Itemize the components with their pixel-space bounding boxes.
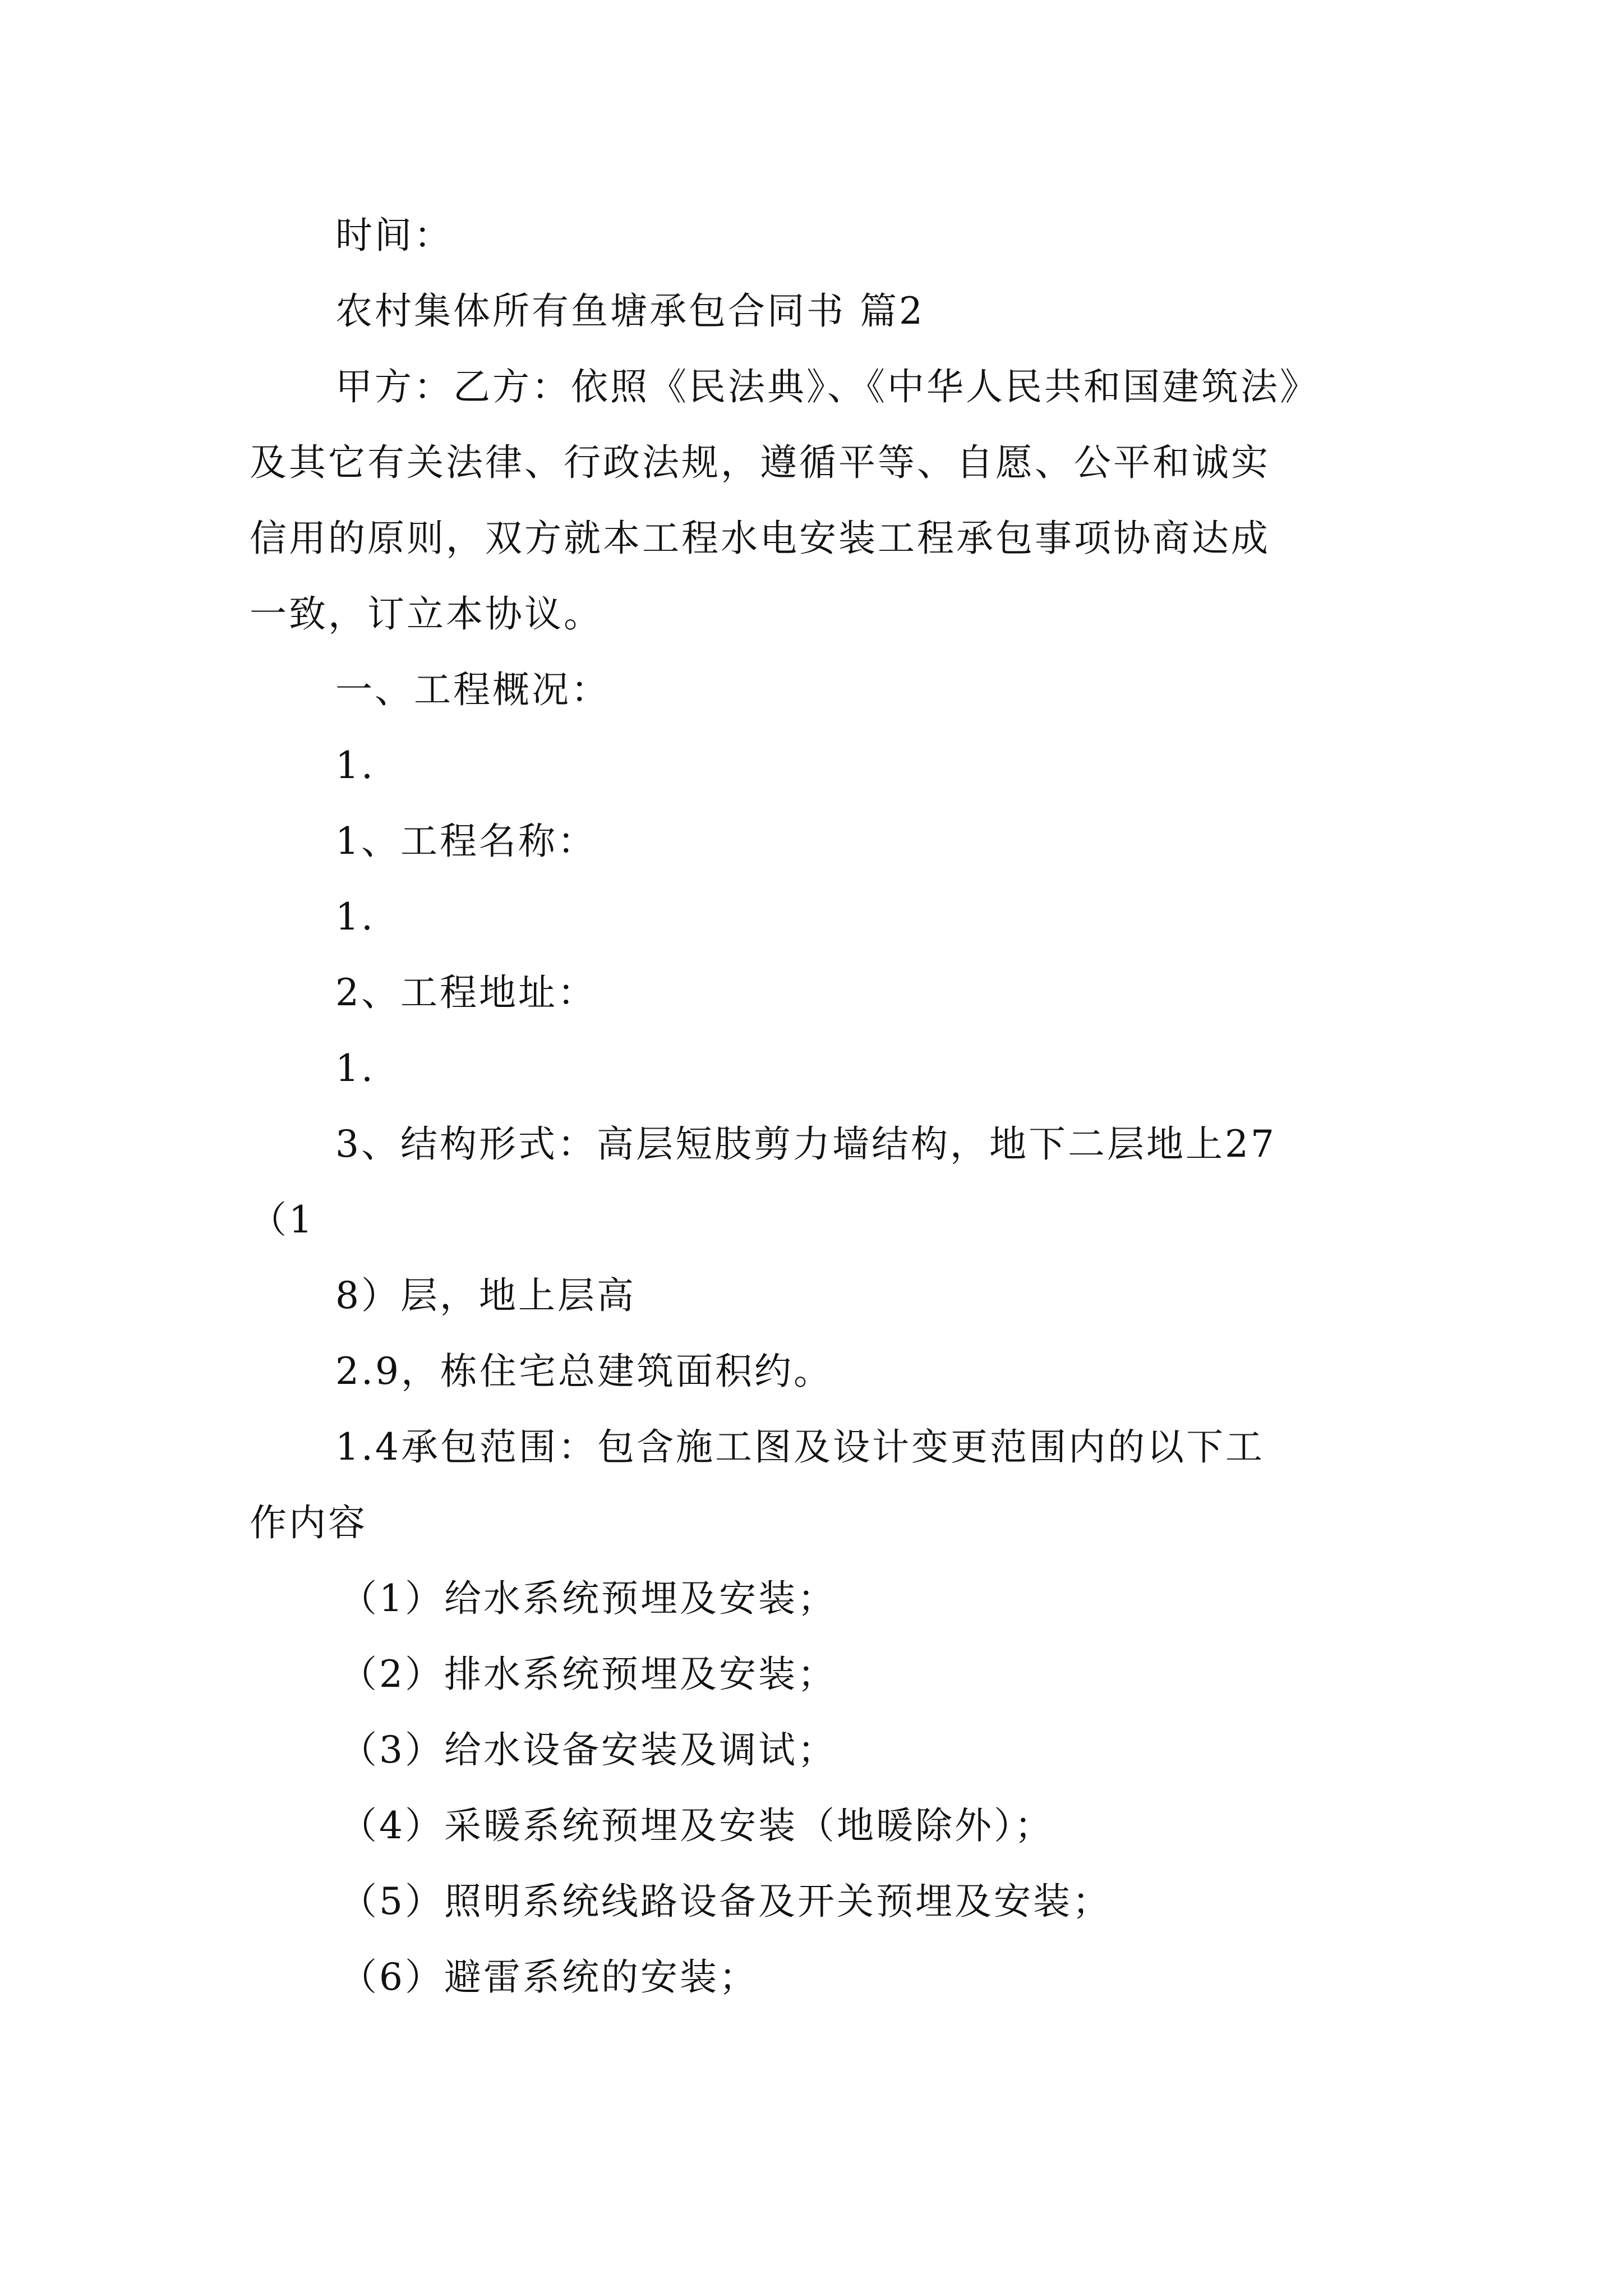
contract-title: 农村集体所有鱼塘承包合同书 篇2 [335,289,925,333]
paragraph-line: 及其它有关法律、行政法规，遵循平等、自愿、公平和诚实 [250,441,1270,484]
paragraph-line: （1 [250,1198,315,1241]
list-item: （1）给水系统预埋及安装； [340,1577,837,1620]
list-item: （5）照明系统线路设备及开关预埋及安装； [340,1880,1112,1923]
paragraph-line: 1、工程名称： [335,820,597,863]
paragraph-line: 一致，订立本协议。 [250,592,603,636]
list-item: （2）排水系统预埋及安装； [340,1653,837,1696]
paragraph-line: 2.9，栋住宅总建筑面积约。 [335,1350,833,1393]
paragraph-line: 信用的原则，双方就本工程水电安装工程承包事项协商达成 [250,517,1270,560]
paragraph-line: 1.4承包范围：包含施工图及设计变更范围内的以下工 [335,1425,1265,1469]
paragraph-line: 8）层，地上层高 [335,1274,636,1317]
paragraph-line: 2、工程地址： [335,971,597,1014]
list-item: （6）避雷系统的安装； [340,1955,758,1999]
paragraph-line: 1. [335,895,375,938]
paragraph-line: 1. [335,1047,375,1090]
list-item: （3）给水设备安装及调试； [340,1728,837,1772]
paragraph-line: 作内容 [250,1501,367,1544]
paragraph-line: 1. [335,744,375,787]
time-label: 时间： [335,214,453,257]
paragraph-line: 3、结构形式：高层短肢剪力墙结构，地下二层地上27 [335,1122,1276,1166]
paragraph-line: 甲方：乙方：依照《民法典》、《中华人民共和国建筑法》 [335,365,1319,408]
list-item: （4）采暖系统预埋及安装（地暖除外）； [340,1804,1054,1847]
section-heading: 一、工程概况： [335,668,610,711]
